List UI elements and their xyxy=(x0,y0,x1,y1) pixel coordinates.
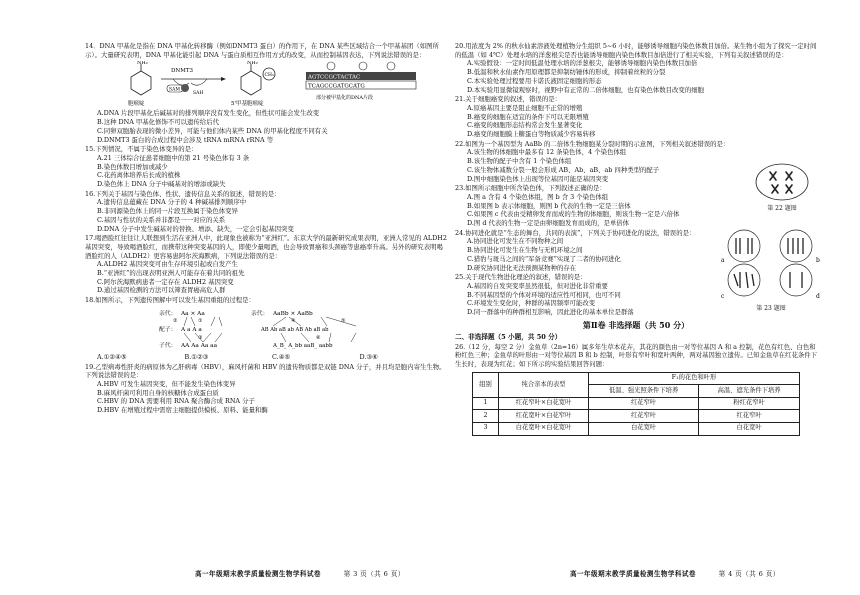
figure-22 xyxy=(752,162,812,213)
option: C.④⑤ xyxy=(272,352,291,361)
dna-fragment xyxy=(306,62,416,101)
question-stem: 18.如图所示，下列遗传图解中可以发生基因重组的过程是： xyxy=(85,296,255,305)
option: A.基因的自发突变率虽然很低，但对进化非常重要 xyxy=(467,281,608,290)
option: D.DNA 分子中发生碱基对的替换、增添、缺失，一定会引起基因突变 xyxy=(97,224,294,233)
cell-label-d: d xyxy=(816,293,820,300)
option: D.HBV 在增殖过程中需宿主细胞提供模板、原料、能量和酶 xyxy=(97,406,268,415)
option: C.同卵双胞胎表现的微小差异，可能与他们体内某些 DNA 的甲基化程度不同有关 xyxy=(97,126,328,135)
figure-23 xyxy=(718,228,824,313)
header-high-temp: 高温、遮光条件下培养 xyxy=(699,385,800,398)
option: C.阿尔茨海默病患者一定存在 ALDH2 基因突变 xyxy=(97,277,234,286)
table-cell: 1 xyxy=(473,397,499,410)
option: C.花药离体培养后长成的植株 xyxy=(97,171,181,180)
gamete-label: 配子： xyxy=(159,326,177,333)
enzyme-label: DNMT3 xyxy=(171,68,194,75)
option: A.遗传信息蕴藏在 DNA 分子的 4 种碱基排列顺序中 xyxy=(97,198,247,207)
parent-cross-2: AaBb × AaBb xyxy=(273,310,313,317)
header-parent: 纯合亲本的表型 xyxy=(499,372,589,397)
table-cell: 红花窄叶 xyxy=(589,397,699,410)
option: B.不同基因型的个体对环境的适应性可相同，也可不同 xyxy=(467,290,621,299)
methylation-figure xyxy=(85,61,447,107)
question-15 xyxy=(85,145,447,189)
page-4-footer xyxy=(570,570,780,579)
question-stem: 26.（12 分，每空 2 分）金鱼草（2n=16）属多年生草本花卉，其花的颜色由一对等位基因 A 和 a 控制，花色有红色、白色和粉红色三种；金鱼草的叶形由一对等位基因 B 和 b 控制，叶形有窄叶和宽叶两种，两对基因独立遗传。已知金鱼草在红花条件下生长时，表现为红花；如下所示的实验结果回答问题： xyxy=(455,342,818,369)
option: A.该生物的体细胞中最多有 12 条染色体，4 个染色体组 xyxy=(467,148,627,157)
step-mark-3: ③ xyxy=(198,334,203,341)
step-mark-4: ④ xyxy=(291,317,296,324)
dna-caption: 部分被甲基化的DNA片段 xyxy=(316,95,373,102)
footer-title: 高一年级期末教学质量检测生物学科试卷 xyxy=(570,570,696,578)
table-cell: 白花宽叶 xyxy=(589,422,699,435)
option: A.原癌基因主要是阻止细胞不正常的增殖 xyxy=(467,103,583,112)
option: D.通过基因检测的方法可以筛查胃癌高危人群 xyxy=(97,286,226,295)
option: B.协同进化可发生在生物与无机环境之间 xyxy=(467,246,583,255)
option: C.HBV 的 DNA 需要利用 RNA 聚合酶合成 RNA 分子 xyxy=(97,397,255,406)
option: A.21 三体综合征患者细胞中的第 21 号染色体有 3 条 xyxy=(97,153,250,162)
table-header-row xyxy=(473,372,800,385)
question-stem: 25.关于现代生物进化理论的叙述，错误的是： xyxy=(455,273,587,282)
option: D.同一群落中的种群相互影响，因此进化的基本单位是群落 xyxy=(467,308,634,317)
enzyme-arrow xyxy=(161,68,226,96)
table-row xyxy=(473,422,800,435)
option: D.③⑥ xyxy=(359,352,378,361)
methylation-diagram xyxy=(101,61,431,107)
option: A.DNA 片段甲基化后碱基对的排列顺序没有发生变化，但性状可能会发生改变 xyxy=(97,109,320,118)
step-mark-2: ② xyxy=(173,317,178,324)
option: A.图 a 含有 4 个染色体组，图 b 含 3 个染色体组 xyxy=(467,192,609,201)
sam-label: SAM xyxy=(169,87,180,93)
option: D.癌变的细胞膜上糖蛋白等物质减少容易转移 xyxy=(467,130,596,139)
option: B.该生物的配子中含有 1 个染色体组 xyxy=(467,157,572,166)
option: B.低温和秋水仙素作用原理都是抑制纺锤体的形成，抑制着丝粒的分裂 xyxy=(467,68,666,77)
table-cell: 红花窄叶×白花宽叶 xyxy=(499,397,589,410)
dna-bottom-strand: TCAGCCGATGCATG xyxy=(308,83,365,90)
options-row xyxy=(85,353,447,362)
question-stem: 16.下列关于基因与染色体、性状、遗传信息关系的叙述，错误的是： xyxy=(85,189,281,198)
figure-22-caption: 第 22 题图 xyxy=(767,204,797,212)
page-3-footer xyxy=(195,570,405,579)
footer-page-number: 第 3 页（共 6 页） xyxy=(343,570,405,578)
question-17 xyxy=(85,234,447,295)
gametes-2: AB Ab aB ab AB Ab aB ab xyxy=(261,326,329,333)
parent-label: 亲代： xyxy=(251,310,269,317)
table-cell: 白花宽叶×白花宽叶 xyxy=(499,422,589,435)
table-cell: 白花宽叶 xyxy=(699,422,800,435)
gametes-1: A a A a xyxy=(181,326,202,333)
cytosine-structure xyxy=(128,61,151,107)
parent-label: 亲代： xyxy=(159,310,177,317)
methylcytosine-structure xyxy=(231,61,275,107)
option: A.实验假设：一定时间低温处理水培的洋葱根尖，能够诱导细胞内染色体数目加倍 xyxy=(467,59,698,68)
table-cell: 粉红花窄叶 xyxy=(699,397,800,410)
table-cell: 红花窄叶 xyxy=(589,410,699,423)
option: B.非同源染色体上的同一片段互换属于染色体变异 xyxy=(97,207,238,216)
question-19 xyxy=(85,363,447,415)
genetic-cross-figure xyxy=(85,307,447,351)
option: D.图中细胞染色体上出现等位基因可能是基因突变 xyxy=(467,174,609,183)
header-low-temp: 低温、强光照条件下培养 xyxy=(589,385,699,398)
question-stem: 14．DNA 甲基化是指在 DNA 甲基化转移酶（例如DNMT3 蛋白）的作用下，在 DNA 某些区域结合一个甲基基团（如图所示）。大量研究表明，DNA 甲基化能引起 DNA 与蛋白质相互作用方式的改变，从而控制基因表达，下列说法错误的是： xyxy=(85,42,439,59)
option: A.①②④⑤ xyxy=(97,352,127,361)
table-cell: 2 xyxy=(473,410,499,423)
option: B.如果图 b 表示体细胞，则图 b 代表的生物一定是三倍体 xyxy=(467,201,631,210)
cell-b xyxy=(780,230,820,264)
figure-23-caption: 第 23 题图 xyxy=(756,304,786,312)
option: D.染色体上 DNA 分子中碱基对的增添或缺失 xyxy=(97,180,226,189)
option: C.本实验处理过程要用卡诺氏液固定细胞的形态 xyxy=(467,76,602,85)
question-stem: 20.用浓度为 2% 的秋水仙素溶液处理植物分生组织 5~6 小时，能够诱导细胞内染色体数目加倍。某生物小组为了探究一定时间的低温（如 4℃）处理水培的洋葱根尖是否也能诱导细胞内染色体数目加倍进行了相关实验，下列有关叙述错误的是： xyxy=(455,42,817,59)
question-stem: 23.如图所示细胞中所含染色体，下列叙述正确的是： xyxy=(455,184,606,193)
option: A.HBV 可发生基因突变，但不能发生染色体变异 xyxy=(97,379,236,388)
option: B.这种 DNA 甲基化修饰不可以遗传给后代 xyxy=(97,118,219,127)
option: B.“亚洲红”的出现表明亚洲人可能存在着共同的祖先 xyxy=(97,269,245,278)
svg-text:NH₂: NH₂ xyxy=(137,61,148,67)
question-26 xyxy=(455,343,817,436)
cytosine-label: 胞嘧啶 xyxy=(128,101,145,108)
part-2-title: 第Ⅱ卷 非选择题（共 50 分） xyxy=(582,319,690,330)
cell-label-c: c xyxy=(721,293,725,300)
footer-page-number: 第 4 页（共 6 页） xyxy=(718,570,780,578)
step-mark-5: ⑤ xyxy=(341,317,346,324)
parent-cross-1: Aa × Aa xyxy=(181,310,205,317)
question-stem: 19.乙型病毒性肝炎的病原体为乙肝病毒（HBV），麻风杆菌和 HBV 的遗传物质都是双链 DNA 分子，并且均是胞内寄生生物。下列说法错误的是： xyxy=(85,362,446,380)
question-stem: 24.协同进化就是“生态的舞台，共同的表演”，下列关于协同进化的说法，错误的是： xyxy=(455,228,696,237)
chromosome-sets-diagram xyxy=(718,228,824,302)
option: C.猎豹与斑马之间的“军备竞赛”实现了二者的协同进化 xyxy=(467,254,621,263)
genetic-cross-diagram xyxy=(151,307,381,351)
option: B.麻风杆菌可利用自身的核糖体合成蛋白质 xyxy=(97,388,219,397)
option: D.研究协同进化无法预测某物种的存在 xyxy=(467,263,577,272)
question-16 xyxy=(85,190,447,234)
footer-title: 高一年级期末教学质量检测生物学科试卷 xyxy=(195,570,321,578)
table-row xyxy=(473,397,800,410)
question-18 xyxy=(85,296,447,361)
option: B.癌变的细胞在适宜的条件下可以无限增殖 xyxy=(467,112,589,121)
header-group: 组别 xyxy=(473,372,499,397)
option: C.基因与性状的关系并非都是一一对应的关系 xyxy=(97,215,226,224)
option: A.协同进化可发生在不同物种之间 xyxy=(467,237,564,246)
option: D.DNMT3 蛋白的合成过程中会涉及 tRNA mRNA rRNA 等 xyxy=(97,135,274,144)
option: C.该生物体减数分裂一般会形成 AB、Ab、aB、ab 四种类型的配子 xyxy=(467,165,660,174)
table-cell: 红花窄叶 xyxy=(699,410,800,423)
header-f1: F₁的花色和叶形 xyxy=(589,372,800,385)
step-mark-1: ① xyxy=(198,317,203,324)
option: B.染色体数目增加或减少 xyxy=(97,162,168,171)
option: D.本实验用显微镜观察时，视野中有正常的二倍体细胞，也有染色体数目改变的细胞 xyxy=(467,85,704,94)
table-cell: 红花宽叶×白花窄叶 xyxy=(499,410,589,423)
table-cell: 3 xyxy=(473,422,499,435)
offspring-label: 子代： xyxy=(159,342,177,349)
question-21 xyxy=(455,95,817,139)
question-stem: 15.下列情况，不属于染色体变异的是： xyxy=(85,145,198,154)
step-mark-6: ⑥ xyxy=(316,334,321,341)
cell-d xyxy=(780,264,820,300)
svg-text:NH₂: NH₂ xyxy=(247,61,258,67)
question-stem: 21.关于细胞癌变的叙述，错误的是： xyxy=(455,95,562,104)
dna-top-strand: AGTCCGCTACTAC xyxy=(308,74,361,81)
question-stem: 22.如图为一个基因型为 AaBb 的二倍体生物细胞某分裂时期的示意图，下列相关叙述错误的是： xyxy=(455,139,730,148)
cross-results-table xyxy=(472,372,800,436)
page-3-column xyxy=(85,42,447,416)
methylcytosine-label: 5'甲基胞嘧啶 xyxy=(231,101,264,108)
part-2-subtitle: 二、非选择题（5 小题，共 50 分） xyxy=(455,332,562,341)
cell-label-a: a xyxy=(721,257,725,264)
table-row xyxy=(473,410,800,423)
offspring-2: A_B_ A_bb aaB_ aabb xyxy=(273,342,333,349)
option: C.环境发生变化时，种群的基因频率可能改变 xyxy=(467,299,596,308)
option: C.如果图 c 代表由受精卵发育而成的生物的体细胞，则该生物一定是六倍体 xyxy=(467,210,680,219)
option: D.图 d 代表的生物一定是由卵细胞发育而成的，是单倍体 xyxy=(467,219,630,228)
cell-a xyxy=(721,230,760,264)
question-20 xyxy=(455,42,817,94)
cell-division-diagram xyxy=(752,162,812,202)
sah-label: SAH xyxy=(193,91,204,97)
question-14 xyxy=(85,42,447,144)
question-stem: 17.喝酒脸红往往让人联想到生活在亚洲人中，此现象也被称为“亚洲红”。东京大学的最新研究成果表明，亚洲人常见的 ALDH2 基因突变，导致喝酒脸红，而携带这种突变基因的人，即使少量喝酒，也会导致胃癌和头颈癌等患癌率升高。另外的研究表明喝酒脸红的人（ALDH2）更容易患阿尔茨海默病，下列说法错误的是： xyxy=(85,234,447,260)
cell-c xyxy=(721,264,760,300)
offspring-1: AA Aa Aa aa xyxy=(181,342,218,349)
methyl-label: CH₃ xyxy=(264,73,274,79)
cell-label-b: b xyxy=(816,257,820,264)
option: A.ALDH2 基因突变可由生存环境引起或自发产生 xyxy=(97,260,238,269)
option: C.癌变的细胞形态结构常会发生显著变化 xyxy=(467,121,583,130)
option: B.①②③ xyxy=(184,352,209,361)
